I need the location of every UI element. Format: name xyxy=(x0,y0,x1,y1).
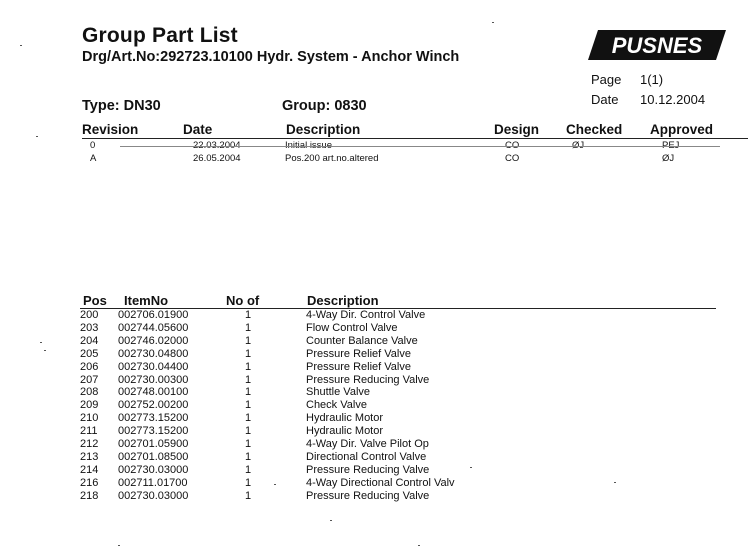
itemno-cell: 002711.01700 xyxy=(118,476,188,489)
quantity-cell: 1 xyxy=(245,321,252,334)
quantity-cell: 1 xyxy=(245,309,252,321)
scan-speck xyxy=(20,45,22,46)
part-description-cell: Pressure Reducing Valve xyxy=(306,489,430,502)
pos-cell: 218 xyxy=(80,489,99,502)
pos-header: Pos xyxy=(83,293,107,308)
approved-header: Approved xyxy=(650,122,714,137)
quantity-cell: 1 xyxy=(245,334,252,347)
pos-cell: 205 xyxy=(80,347,99,360)
quantity-cell: 1 xyxy=(245,412,252,425)
revision-date-header: Date xyxy=(183,122,213,137)
approved-cell: PEJ xyxy=(662,140,680,151)
pos-cell: 206 xyxy=(80,360,99,373)
quantity-cell: 1 xyxy=(245,489,252,502)
part-description-cell: Pressure Relief Valve xyxy=(306,347,411,360)
group-label: Group: 0830 xyxy=(282,98,367,114)
part-description-header: Description xyxy=(307,293,379,308)
itemno-cell: 002746.02000 xyxy=(118,334,189,347)
quantity-cell: 1 xyxy=(245,438,252,450)
pos-cell: 214 xyxy=(80,463,99,476)
drawing-number: Drg/Art.No:292723.10100 Hydr. System - Anchor Winch xyxy=(82,49,460,65)
part-description-cell: Hydraulic Motor xyxy=(306,425,384,438)
part-description-cell: Pressure Relief Valve xyxy=(306,360,411,373)
pos-cell: 200 xyxy=(80,309,99,321)
type-label: Type: DN30 xyxy=(82,98,161,114)
pos-cell: 211 xyxy=(80,425,98,438)
pos-cell: 203 xyxy=(80,321,99,334)
itemno-cell: 002748.00100 xyxy=(118,386,189,399)
quantity-cell: 1 xyxy=(245,463,252,476)
revision-date-cell: 22.03.2004 xyxy=(193,140,241,151)
pos-cell: 207 xyxy=(80,373,99,386)
revision-description-cell: Initial issue xyxy=(285,140,332,151)
pos-cell: 212 xyxy=(80,438,99,450)
pos-cell: 216 xyxy=(80,476,99,489)
quantity-cell: 1 xyxy=(245,425,252,438)
quantity-cell: 1 xyxy=(245,373,252,386)
itemno-cell: 002701.05900 xyxy=(118,438,189,450)
date-label: Date xyxy=(591,92,619,107)
part-description-cell: Counter Balance Valve xyxy=(306,334,418,347)
pos-cell: 209 xyxy=(80,399,99,412)
itemno-cell: 002730.04400 xyxy=(118,360,189,373)
design-header: Design xyxy=(494,122,540,137)
revision-row-rule xyxy=(120,146,720,147)
revision-header-rule xyxy=(82,138,748,139)
part-description-cell: Pressure Reducing Valve xyxy=(306,373,430,386)
scan-speck xyxy=(470,467,472,468)
quantity-cell: 1 xyxy=(245,386,252,399)
revision-header: Revision xyxy=(82,122,139,137)
itemno-cell: 002773.15200 xyxy=(118,412,189,425)
scan-speck xyxy=(492,22,494,23)
scan-speck xyxy=(40,342,42,343)
revision-cell: 0 xyxy=(90,140,96,151)
scan-speck xyxy=(274,484,276,485)
revision-description-cell: Pos.200 art.no.altered xyxy=(285,153,379,164)
itemno-cell: 002701.08500 xyxy=(118,450,189,463)
pos-cell: 208 xyxy=(80,386,99,399)
quantity-cell: 1 xyxy=(245,360,252,373)
part-description-cell: 4-Way Dir. Control Valve xyxy=(306,309,426,321)
design-cell: CO xyxy=(505,153,520,164)
quantity-header: No of xyxy=(226,293,260,308)
itemno-cell: 002773.15200 xyxy=(118,425,189,438)
scan-speck xyxy=(44,350,46,351)
revision-cell: A xyxy=(90,153,97,164)
quantity-cell: 1 xyxy=(245,450,252,463)
part-description-cell: Shuttle Valve xyxy=(306,386,371,399)
design-cell: CO xyxy=(505,140,520,151)
part-description-cell: Pressure Reducing Valve xyxy=(306,463,430,476)
page-value: 1(1) xyxy=(640,72,664,87)
scan-speck xyxy=(118,545,120,546)
scan-speck xyxy=(614,482,616,483)
quantity-cell: 1 xyxy=(245,347,252,360)
itemno-header: ItemNo xyxy=(124,293,169,308)
itemno-cell: 002730.03000 xyxy=(118,489,189,502)
pos-cell: 213 xyxy=(80,450,99,463)
part-description-cell: 4-Way Dir. Valve Pilot Op xyxy=(306,438,429,450)
revision-date-cell: 26.05.2004 xyxy=(193,153,241,164)
itemno-cell: 002730.03000 xyxy=(118,463,189,476)
document-title: Group Part List xyxy=(82,24,238,47)
part-description-cell: 4-Way Directional Control Valv xyxy=(306,476,455,489)
page-label: Page xyxy=(591,72,622,87)
scan-speck xyxy=(330,520,332,521)
itemno-cell: 002730.04800 xyxy=(118,347,189,360)
scan-speck xyxy=(418,545,420,546)
date-value: 10.12.2004 xyxy=(640,92,706,107)
scan-speck xyxy=(36,136,38,137)
quantity-cell: 1 xyxy=(245,476,252,489)
itemno-cell: 002744.05600 xyxy=(118,321,189,334)
pos-cell: 210 xyxy=(80,412,99,425)
revision-description-header: Description xyxy=(286,122,361,137)
itemno-cell: 002752.00200 xyxy=(118,399,189,412)
part-description-cell: Hydraulic Motor xyxy=(306,412,384,425)
logo-text: PUSNES xyxy=(611,33,703,58)
quantity-cell: 1 xyxy=(245,399,252,412)
part-description-cell: Directional Control Valve xyxy=(306,450,427,463)
part-description-cell: Check Valve xyxy=(306,399,367,412)
pusnes-logo xyxy=(588,30,726,60)
itemno-cell: 002730.00300 xyxy=(118,373,189,386)
approved-cell: ØJ xyxy=(662,153,675,164)
part-description-cell: Flow Control Valve xyxy=(306,321,398,334)
pos-cell: 204 xyxy=(80,334,99,347)
itemno-cell: 002706.01900 xyxy=(118,309,189,321)
checked-cell: ØJ xyxy=(572,140,585,151)
checked-header: Checked xyxy=(566,122,623,137)
